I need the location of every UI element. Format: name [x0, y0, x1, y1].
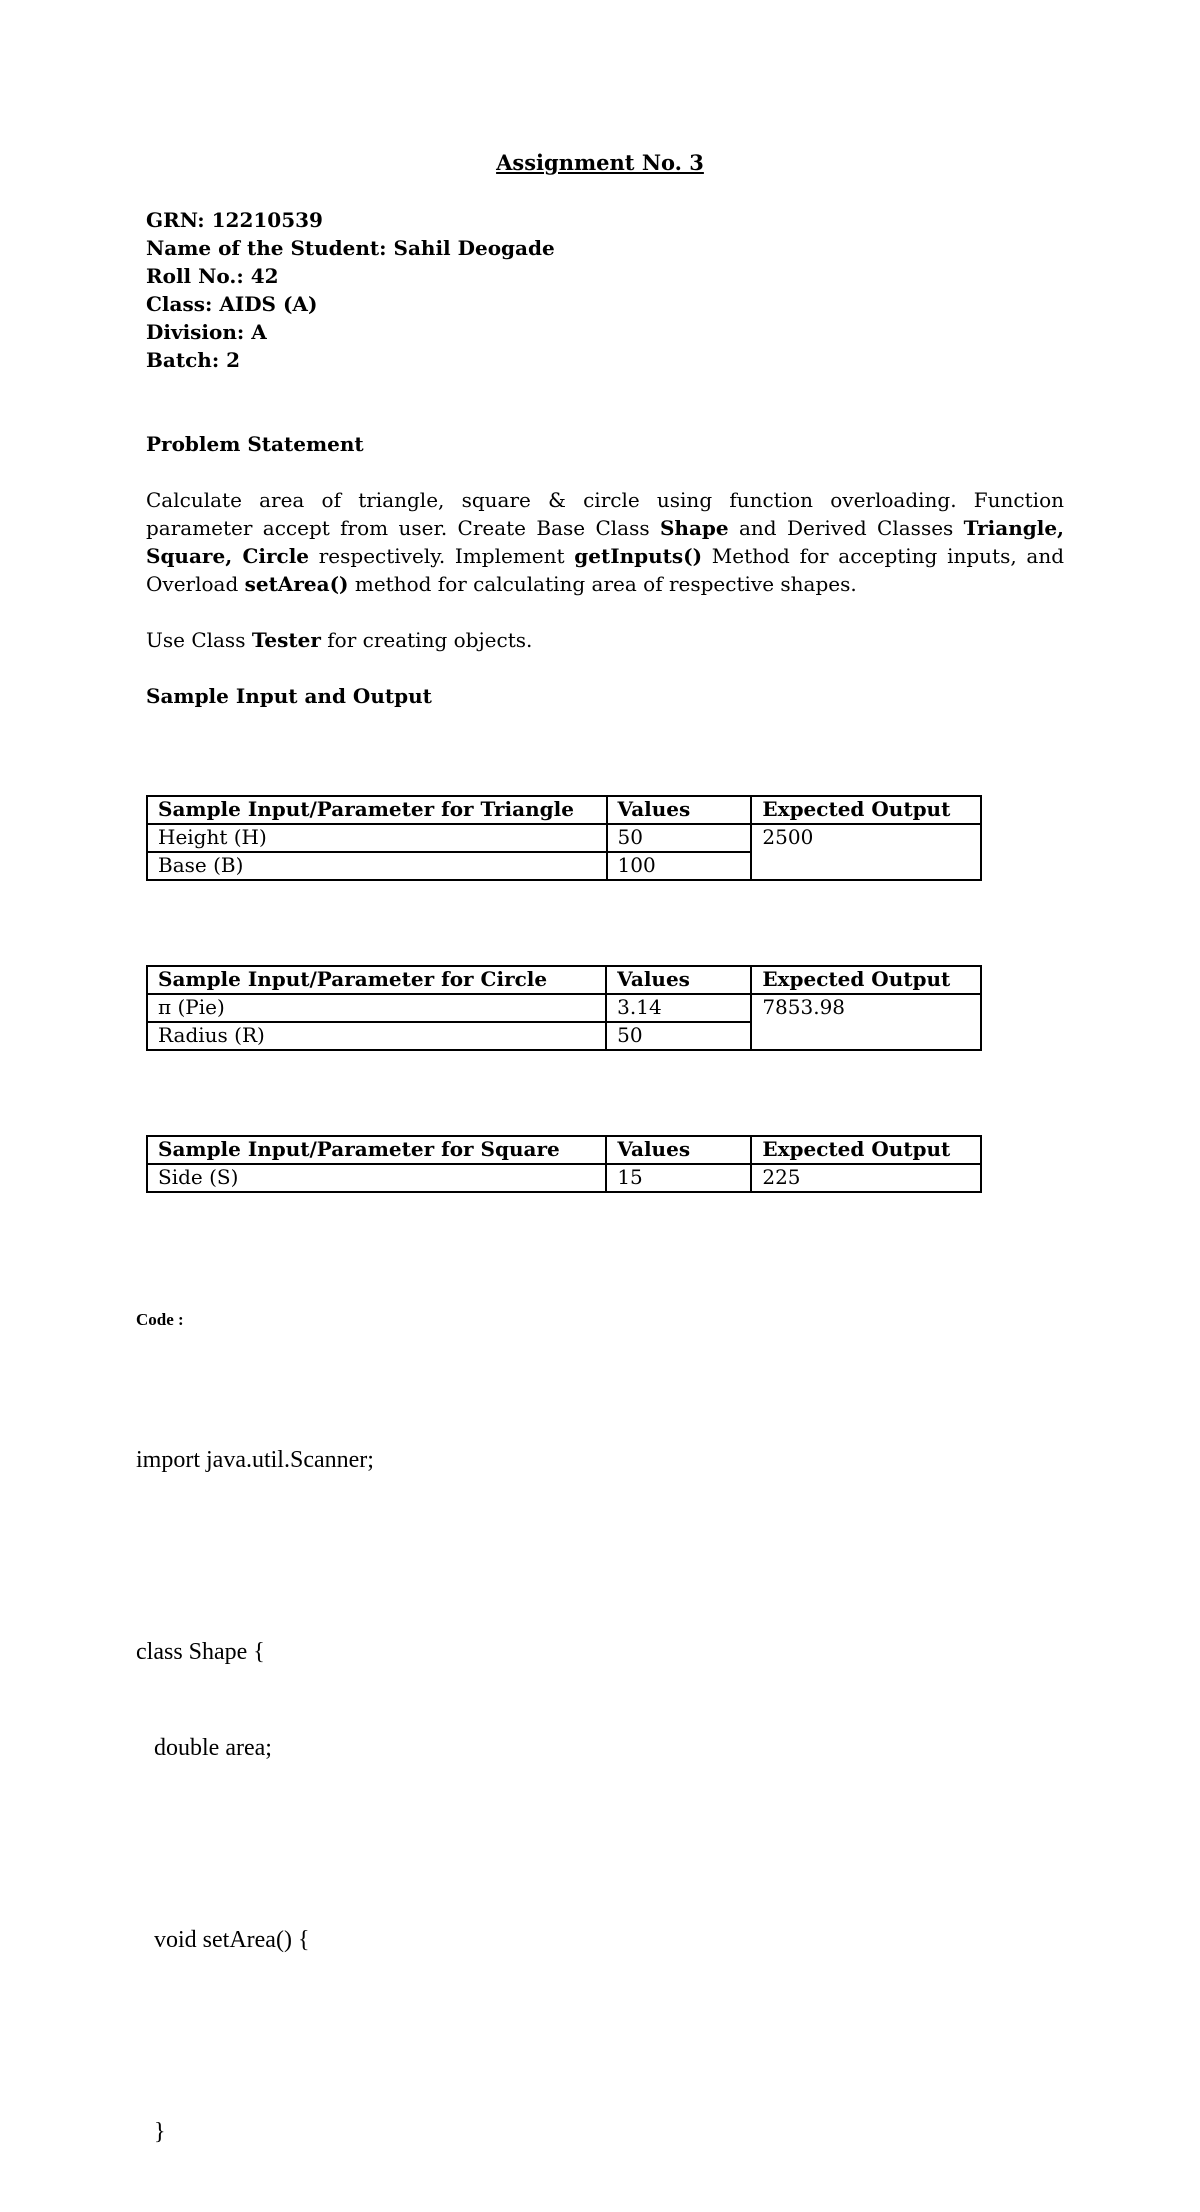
- output-cell: 225: [751, 1164, 981, 1192]
- param-cell: Side (S): [147, 1164, 606, 1192]
- circle-table: [146, 965, 982, 1051]
- table-header: Sample Input/Parameter for Circle: [147, 966, 606, 994]
- table-header-row: [147, 966, 981, 994]
- value-cell: 3.14: [606, 994, 751, 1022]
- class: Class: AIDS (A): [146, 292, 318, 316]
- table-header: Sample Input/Parameter for Square: [147, 1136, 606, 1164]
- value-cell: 15: [606, 1164, 751, 1192]
- code-line: import java.util.Scanner;: [136, 1447, 374, 1473]
- grn: GRN: 12210539: [146, 208, 323, 232]
- table-header: Values: [606, 1136, 751, 1164]
- value-cell: 50: [607, 824, 752, 852]
- table-header: Sample Input/Parameter for Triangle: [147, 796, 607, 824]
- problem-statement-heading: Problem Statement: [146, 432, 364, 456]
- code-line: double area;: [136, 1735, 272, 1761]
- table-row: [147, 1164, 981, 1192]
- assignment-title: Assignment No. 3: [496, 150, 704, 175]
- division: Division: A: [146, 320, 267, 344]
- code-label: Code :: [136, 1310, 184, 1329]
- param-cell: π (Pie): [147, 994, 606, 1022]
- table-header: Expected Output: [751, 966, 981, 994]
- triangle-table: [146, 795, 982, 881]
- sample-io-heading: Sample Input and Output: [146, 684, 432, 708]
- table-header-row: [147, 1136, 981, 1164]
- output-cell: 2500: [751, 824, 981, 880]
- param-cell: Radius (R): [147, 1022, 606, 1050]
- code-block: [136, 1380, 374, 2212]
- table-row: [147, 994, 981, 1022]
- code-line: void setArea() {: [136, 1927, 310, 1953]
- table-header: Expected Output: [751, 796, 981, 824]
- tester-text: Use Class Tester for creating objects.: [146, 628, 533, 652]
- code-line: [136, 1828, 374, 1860]
- output-cell: 7853.98: [751, 994, 981, 1050]
- problem-statement-text: Calculate area of triangle, square & circle using function overloading. Function parameter accept from user. Create Base Class Shape and Derived Classes Triangle, Square, Circle respectively. Implement getInputs() Method for accepting inputs, and Overload setArea() method for calculating area of respective shapes.: [146, 488, 1065, 596]
- value-cell: 50: [606, 1022, 751, 1050]
- value-cell: 100: [607, 852, 752, 880]
- param-cell: Base (B): [147, 852, 607, 880]
- batch: Batch: 2: [146, 348, 241, 372]
- square-table: [146, 1135, 982, 1193]
- code-line: [136, 2020, 374, 2052]
- table-header: Values: [606, 966, 751, 994]
- code-line: }: [136, 2119, 166, 2145]
- table-header: Expected Output: [751, 1136, 981, 1164]
- table-header: Values: [607, 796, 752, 824]
- code-line: class Shape {: [136, 1639, 265, 1665]
- student-info: [146, 206, 555, 374]
- student-name: Name of the Student: Sahil Deogade: [146, 236, 555, 260]
- table-row: [147, 824, 981, 852]
- param-cell: Height (H): [147, 824, 607, 852]
- roll-number: Roll No.: 42: [146, 264, 279, 288]
- table-header-row: [147, 796, 981, 824]
- code-line: [136, 1540, 374, 1572]
